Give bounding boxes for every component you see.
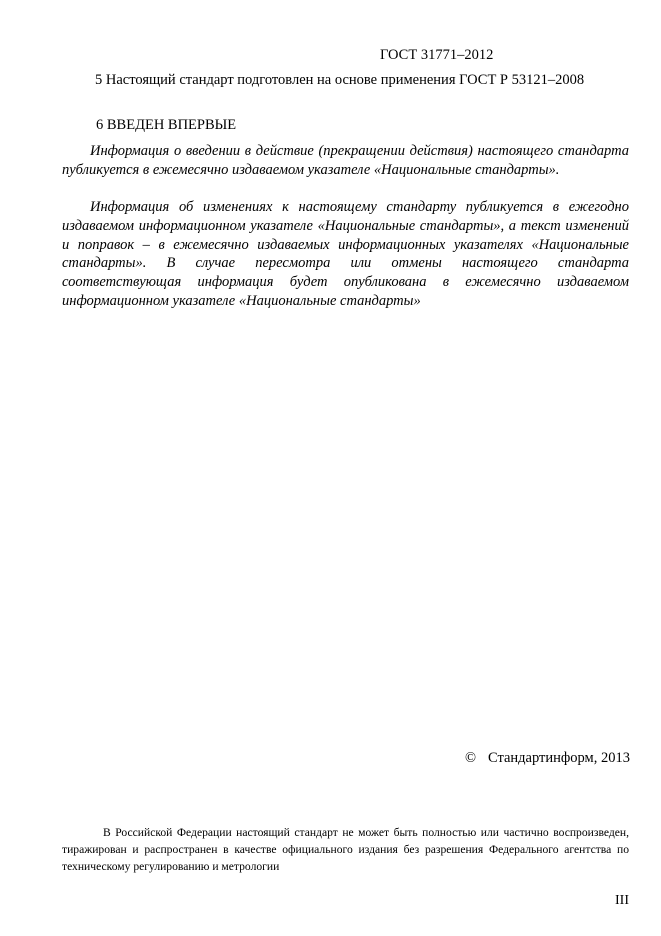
- item-5-basis-text: 5 Настоящий стандарт подготовлен на основе применения ГОСТ Р 53121–2008: [95, 72, 585, 88]
- copyright-line: [465, 750, 630, 767]
- info-paragraph-introduction: Информация о введении в действие (прекращении действия) настоящего стандарта публикуется в ежемесячно издаваемом указателе «Национальные стандарты».: [62, 143, 629, 178]
- copyright-text: Стандартинформ, 2013: [487, 750, 630, 766]
- standard-code-header: ГОСТ 31771–2012: [380, 47, 494, 63]
- item-6-introduced-heading: 6 ВВЕДЕН ВПЕРВЫЕ: [96, 117, 237, 133]
- info-paragraph-amendments: Информация об изменениях к настоящему стандарту публикуется в ежегодно издаваемом информационном указателе «Национальные стандарты», а текст изменений и поправок – в ежемесячно издаваемых информационных указателях «Национальные стандарты». В случае пересмотра или отмены настоящего стандарта соответствующая информация будет опубликована в ежемесячно издаваемом информационном указателе «Национальные стандарты»: [62, 199, 629, 309]
- page-number: III: [615, 893, 629, 908]
- reproduction-notice: В Российской Федерации настоящий стандарт не может быть полностью или частично воспроизведен, тиражирован и распространен в качестве официального издания без разрешения Федерального агентства по техническому регулированию и метрологии: [62, 826, 629, 874]
- copyright-icon: ©: [464, 750, 476, 766]
